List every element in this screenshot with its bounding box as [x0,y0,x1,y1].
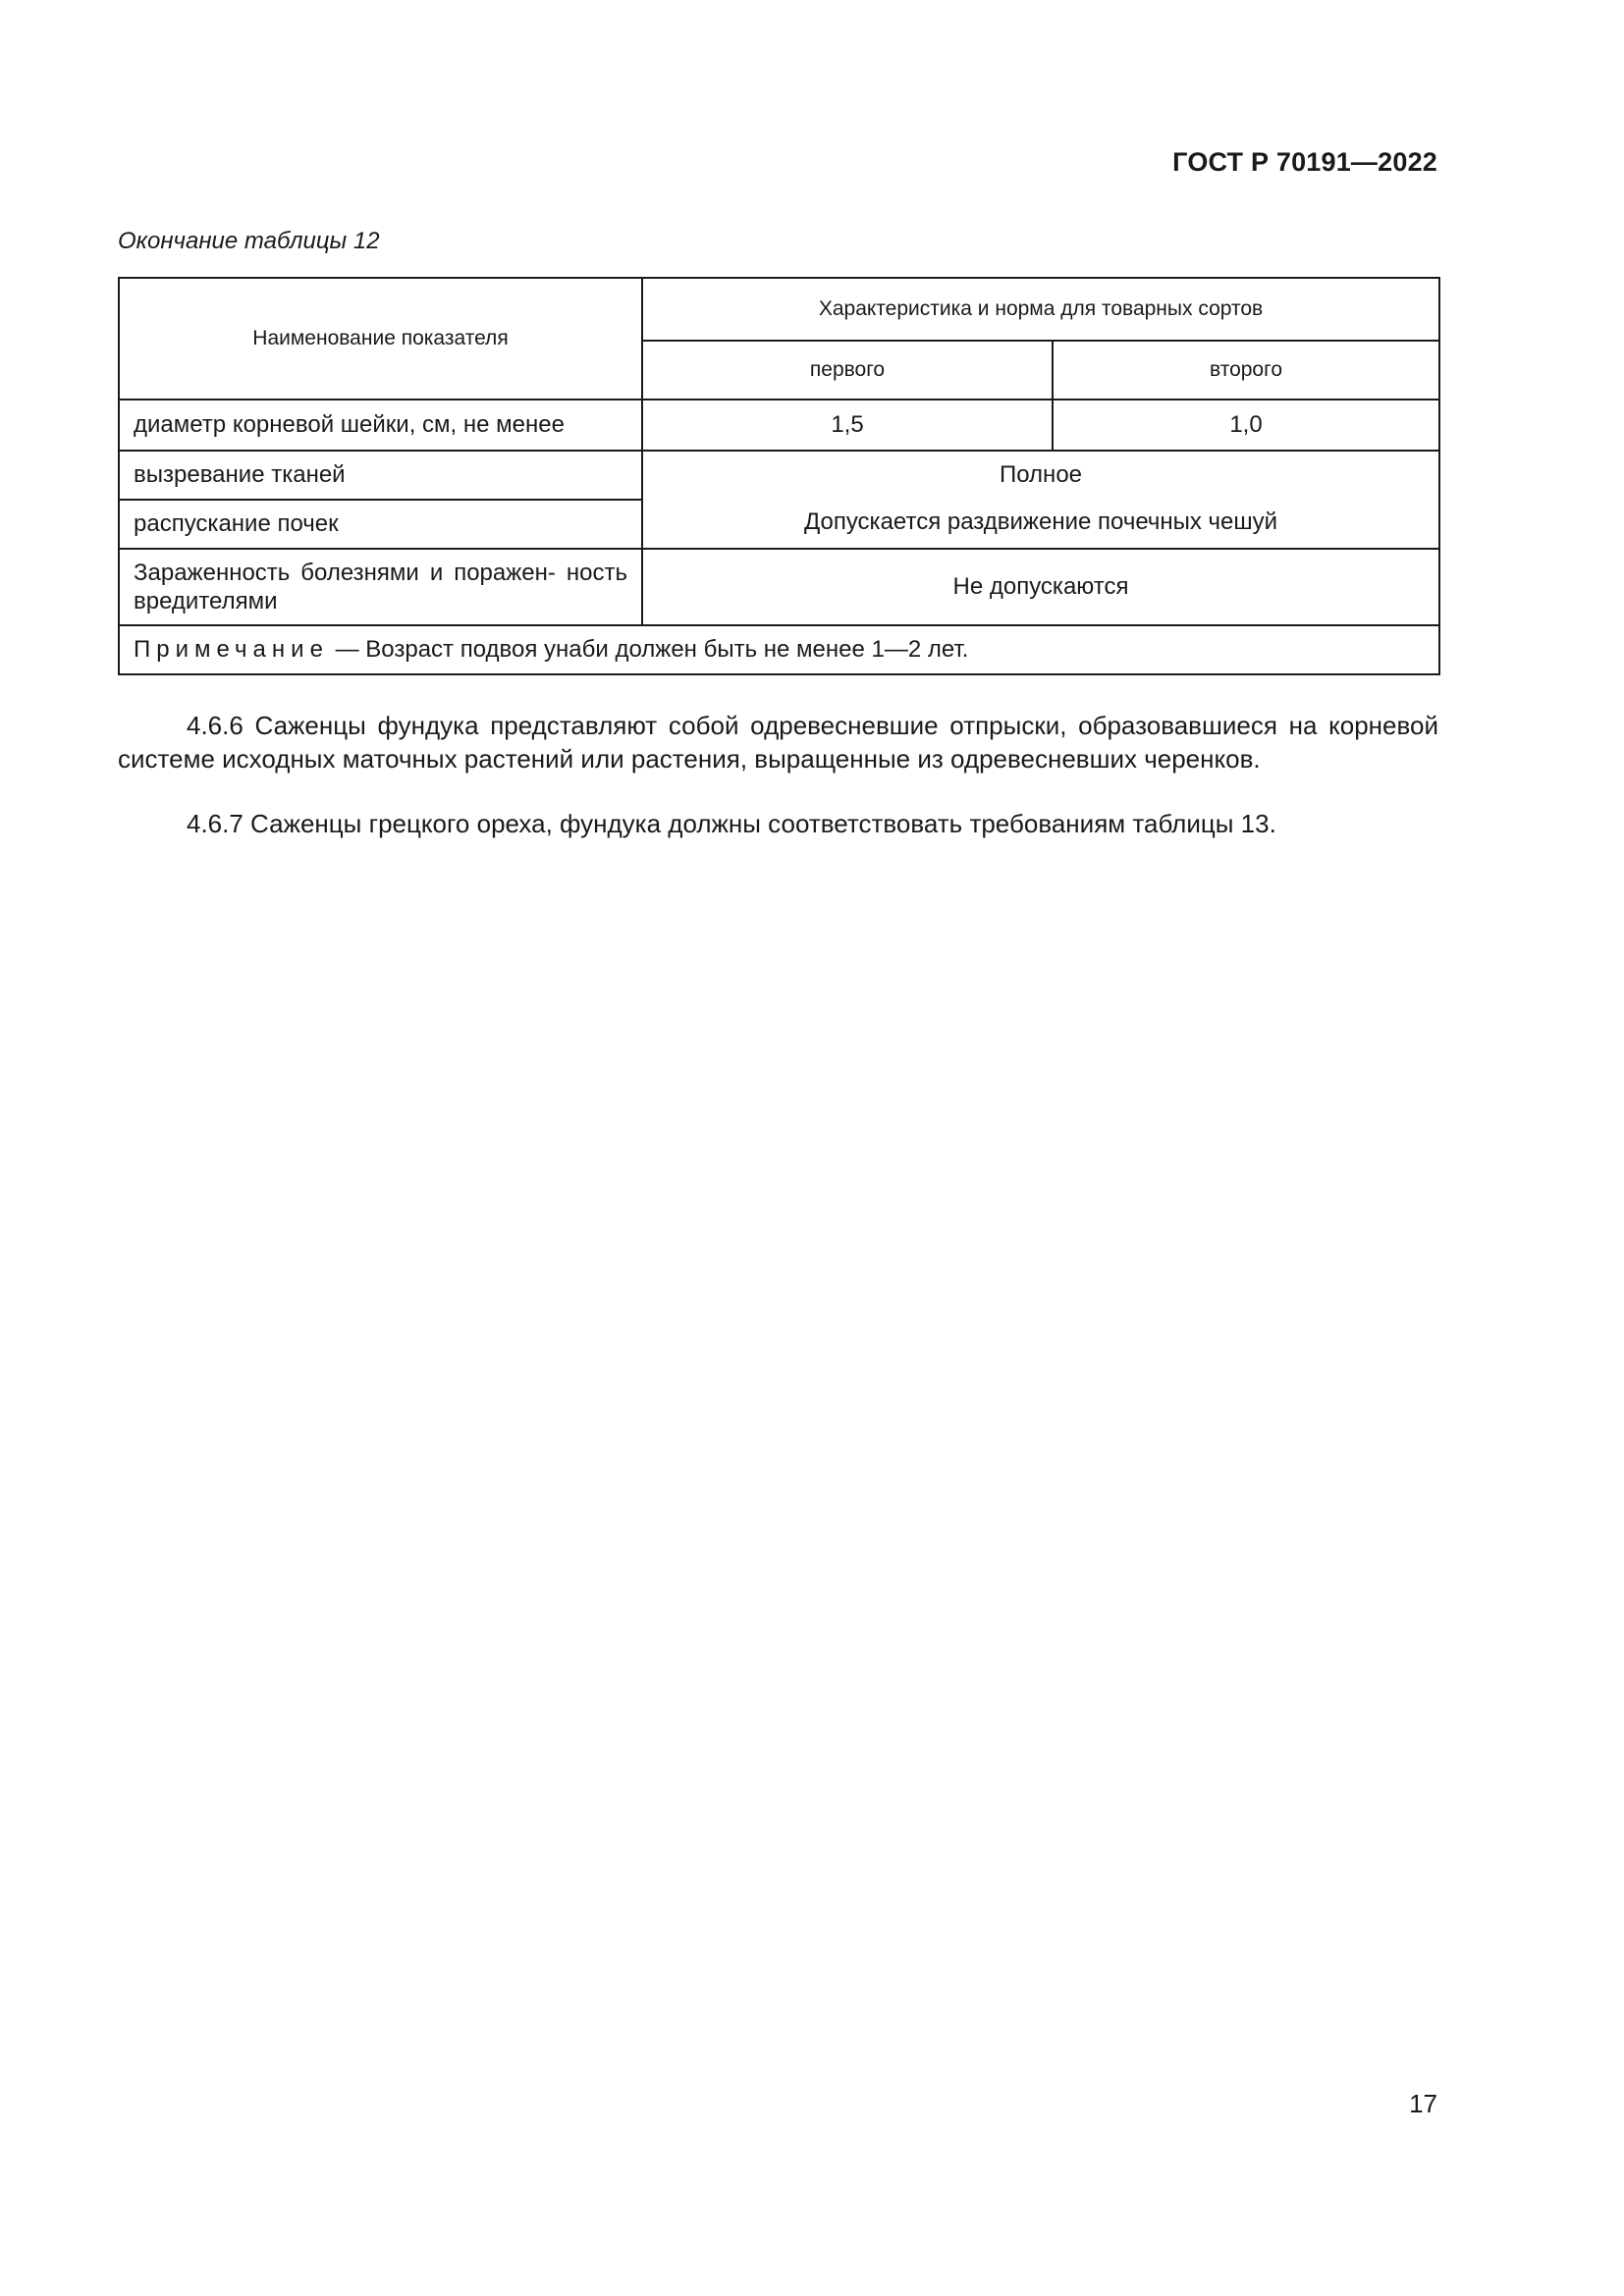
row-label: Зараженность болезнями и поражен- ность вредителями [119,549,642,625]
table-row [119,400,1439,451]
paragraph-4-6-7: 4.6.7 Саженцы грецкого ореха, фундука должны соответствовать требованиям таблицы 13. [187,809,1276,838]
table-note-row [119,625,1439,674]
cell-merged-value: Допускается раздвижение почечных чешуй [803,508,1278,535]
cell-second: 1,0 [1053,400,1439,451]
table-note [119,625,1439,674]
note-label: Примечание [134,636,329,663]
row-label: вызревание тканей [119,451,642,500]
table-caption: Окончание таблицы 12 [118,228,380,254]
header-indicator: Наименование показателя [119,278,642,400]
cell-first: 1,5 [642,400,1053,451]
row-label: распускание почек [119,500,642,549]
spec-table [118,277,1440,675]
header-characteristic: Характеристика и норма для товарных сортов [642,278,1439,341]
paragraph-4-6-6: 4.6.6 Саженцы фундука представляют собой одревесневшие отпрыски, образовавшиеся на корневой системе исходных маточных растений или растения, выращенные из одревесневших черенков. [118,711,1438,774]
page-number: 17 [1409,2089,1437,2118]
document-id: ГОСТ Р 70191—2022 [1172,147,1437,177]
table-header-row [119,278,1439,341]
note-text: — Возраст подвоя унаби должен быть не менее 1—2 лет. [328,636,969,663]
header-grade-first: первого [642,341,1053,400]
merged-value-cell [642,451,1439,549]
table-row [119,451,1439,500]
header-grade-second: второго [1053,341,1439,400]
table-row [119,549,1439,625]
cell-merged-value: Полное [999,461,1083,488]
cell-merged-value: Не допускаются [642,549,1439,625]
row-label: диаметр корневой шейки, см, не менее [119,400,642,451]
